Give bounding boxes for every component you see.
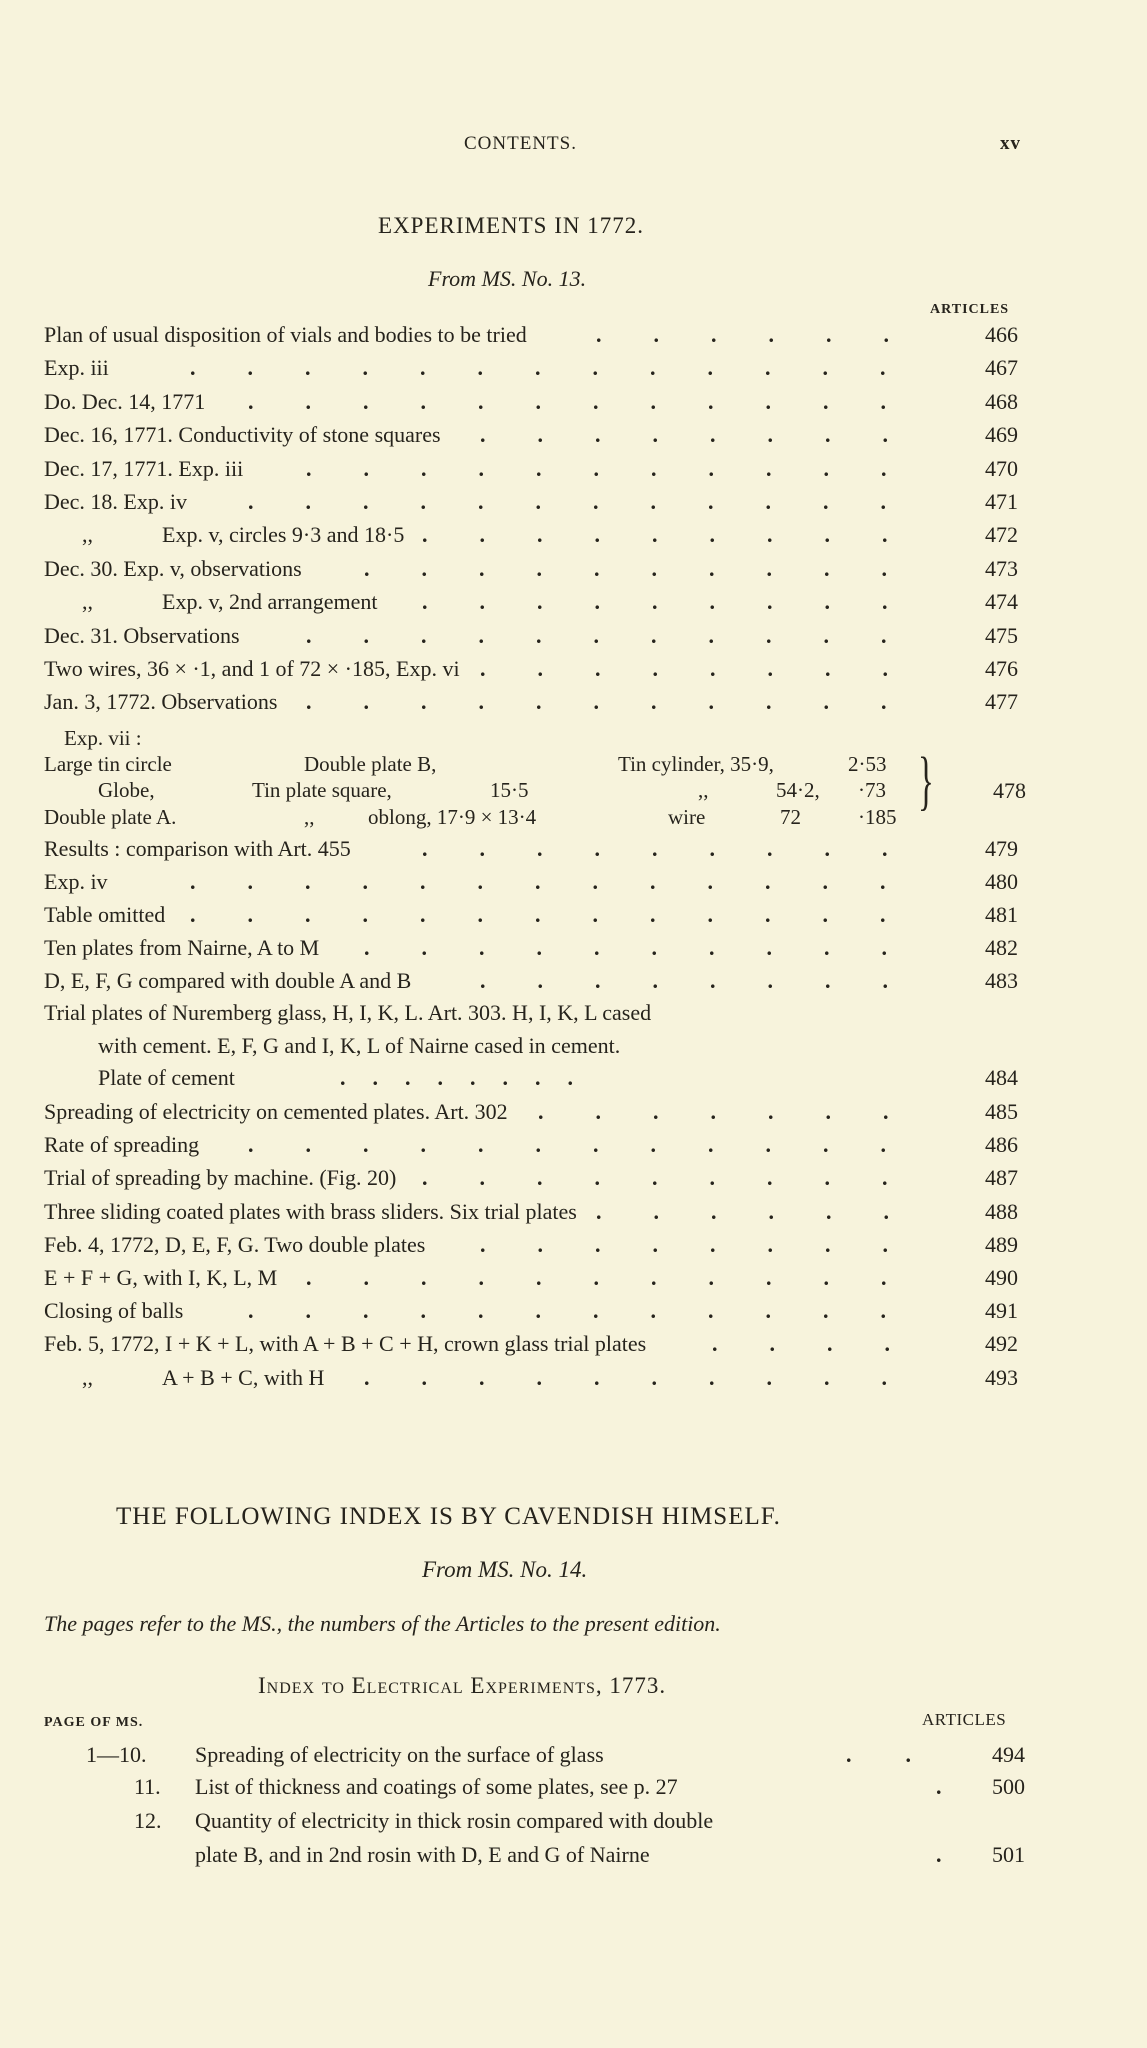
contents-entry-text: A + B + C, with H xyxy=(162,1364,325,1390)
contents-row xyxy=(0,623,1147,656)
index-entry-text: Spreading of electricity on the surface of glass xyxy=(195,1742,604,1767)
exp-vii-cell: 2·53 xyxy=(848,752,887,776)
article-number: 468 xyxy=(985,388,1018,414)
exp-vii-cell: ,, xyxy=(698,778,709,802)
exp-vii-cell: Tin plate square, xyxy=(252,778,392,802)
contents-row xyxy=(0,589,1147,622)
article-number: 500 xyxy=(992,1774,1025,1799)
contents-entry-text: Closing of balls xyxy=(44,1298,184,1324)
exp-vii-cell: oblong, 17·9 × 13·4 xyxy=(368,805,537,829)
exp-vii-cell: ,, xyxy=(304,805,315,829)
article-number: 470 xyxy=(985,455,1018,481)
leader-dots: .......... xyxy=(364,1364,939,1390)
leader-dots: .......... xyxy=(364,935,939,960)
contents-entry-text: Exp. v, 2nd arrangement xyxy=(162,589,378,615)
leader-dots: ........... xyxy=(306,455,939,481)
index-page-number: 11. xyxy=(134,1774,161,1799)
contents-row xyxy=(0,322,1147,355)
article-number: 475 xyxy=(985,622,1018,648)
section-title-index: THE FOLLOWING INDEX IS BY CAVENDISH HIMSELF. xyxy=(116,1503,781,1530)
contents-entry-text: Dec. 18. Exp. iv xyxy=(44,489,187,514)
leader-dots: ............. xyxy=(190,355,938,381)
exp-vii-cell: Globe, xyxy=(98,778,155,802)
contents-row xyxy=(0,1165,1147,1198)
contents-row xyxy=(0,869,1147,902)
contents-entry-text: Three sliding coated plates with brass sliders. Six trial plates xyxy=(44,1198,577,1224)
contents-entry-text: Two wires, 36 × ·1, and 1 of 72 × ·185, Exp. vi xyxy=(44,656,460,681)
article-number: 493 xyxy=(985,1364,1018,1390)
running-head-title: CONTENTS. xyxy=(464,133,577,154)
leader-dots: ............. xyxy=(190,902,938,927)
ditto-mark: ,, xyxy=(82,1364,93,1390)
leader-dots: ...... xyxy=(596,322,941,347)
article-number: 485 xyxy=(985,1099,1018,1124)
contents-row xyxy=(0,656,1147,689)
exp-vii-cell: 54·2, xyxy=(776,778,820,802)
article-number: 487 xyxy=(985,1165,1018,1191)
leader-dots: ............ xyxy=(248,489,938,514)
leader-dots: .... xyxy=(712,1331,942,1357)
article-number: 484 xyxy=(985,1065,1018,1090)
contents-entry-text: Exp. iv xyxy=(44,869,108,894)
leader-dots: ........... xyxy=(306,622,939,648)
contents-row xyxy=(0,389,1147,422)
exp-vii-cell: wire xyxy=(668,805,706,829)
leader-dots: . xyxy=(936,1842,942,1867)
article-number: 489 xyxy=(985,1231,1018,1257)
contents-entry-text: Dec. 16, 1771. Conductivity of stone squares xyxy=(44,422,441,448)
exp-vii-cell: 15·5 xyxy=(490,778,529,802)
leader-dots: ............ xyxy=(248,1132,938,1158)
ditto-mark: ,, xyxy=(82,522,93,548)
contents-entry-text: Trial of spreading by machine. (Fig. 20) xyxy=(44,1165,397,1191)
leader-dots: ....... xyxy=(538,1099,941,1124)
contents-entry-text: Rate of spreading xyxy=(44,1132,200,1158)
contents-row xyxy=(0,1132,1147,1165)
contents-row xyxy=(0,968,1147,1001)
leader-dots: ............. xyxy=(190,869,938,894)
contents-entry-text: Plan of usual disposition of vials and bodies to be tried xyxy=(44,322,527,347)
contents-entry-text: Do. Dec. 14, 1771 xyxy=(44,388,206,414)
leader-dots: .. xyxy=(846,1742,965,1767)
contents-row xyxy=(0,556,1147,589)
contents-row xyxy=(0,422,1147,455)
contents-row xyxy=(0,1265,1147,1298)
article-number: 469 xyxy=(985,422,1018,448)
contents-entry-text: Dec. 17, 1771. Exp. iii xyxy=(44,455,244,481)
contents-entry-text: Exp. iii xyxy=(44,355,109,381)
contents-entry-text: Exp. v, circles 9·3 and 18·5 xyxy=(162,522,405,548)
contents-row xyxy=(0,1199,1147,1232)
section-source-ms13: From MS. No. 13. xyxy=(428,266,587,291)
entry-text: Plate of cement xyxy=(98,1065,235,1090)
leader-dots: ............ xyxy=(248,1298,938,1324)
leader-dots: ......... xyxy=(422,1165,940,1191)
contents-entry-text: Table omitted xyxy=(44,902,166,927)
article-number: 494 xyxy=(992,1742,1025,1767)
index-page-number: 12. xyxy=(134,1808,162,1833)
index-entry-text: plate B, and in 2nd rosin with D, E and G of Nairne xyxy=(195,1842,650,1867)
contents-entry-text: Spreading of electricity on cemented plates. Art. 302 xyxy=(44,1099,508,1124)
index-entry-text: List of thickness and coatings of some plates, see p. 27 xyxy=(195,1774,678,1799)
contents-entry-text: Jan. 3, 1772. Observations xyxy=(44,689,278,715)
leader-dots: ........ xyxy=(480,968,940,993)
leader-dots: ........... xyxy=(306,689,939,715)
article-number: 467 xyxy=(985,355,1018,381)
contents-entry-text: Results : comparison with Art. 455 xyxy=(44,836,351,861)
article-number: 478 xyxy=(993,778,1026,803)
right-brace: } xyxy=(918,744,934,817)
contents-row xyxy=(0,1099,1147,1132)
article-number: 466 xyxy=(985,322,1018,347)
article-number: 492 xyxy=(985,1331,1018,1357)
article-number: 477 xyxy=(985,689,1018,715)
leader-dots: ........ xyxy=(480,656,940,681)
contents-row xyxy=(0,456,1147,489)
article-number: 481 xyxy=(985,902,1018,927)
leader-dots: . xyxy=(936,1774,942,1799)
exp-vii-cell: Double plate A. xyxy=(44,805,177,829)
contents-row xyxy=(0,902,1147,935)
leader-dots: ......... xyxy=(422,589,940,615)
leader-dots: ........... xyxy=(306,1265,939,1290)
contents-entry-text: Feb. 4, 1772, D, E, F, G. Two double plates xyxy=(44,1231,426,1257)
page-number: xv xyxy=(1000,133,1021,154)
leader-dots: ........ xyxy=(480,422,940,448)
contents-row xyxy=(0,1298,1147,1331)
leader-dots: ......... xyxy=(422,522,940,548)
exp-vii-cell: Double plate B, xyxy=(304,752,437,776)
leader-dots: ............ xyxy=(248,388,938,414)
contents-row xyxy=(0,1331,1147,1364)
article-number: 472 xyxy=(985,522,1018,548)
contents-entry-text: Dec. 31. Observations xyxy=(44,622,240,648)
article-number: 482 xyxy=(985,935,1018,960)
page-of-ms-header: PAGE OF MS. xyxy=(44,1715,144,1730)
contents-entry-text: Feb. 5, 1772, I + K + L, with A + B + C + H, crown glass trial plates xyxy=(44,1331,647,1357)
exp-vii-cell: ·73 xyxy=(858,778,886,802)
contents-row xyxy=(0,1232,1147,1265)
index-subtitle: Index to Electrical Experiments, 1773. xyxy=(258,1673,667,1698)
article-number: 486 xyxy=(985,1132,1018,1158)
contents-row xyxy=(0,355,1147,388)
articles-header: ARTICLES xyxy=(930,302,1010,317)
exp-vii-label: Exp. vii : xyxy=(64,726,142,750)
contents-row xyxy=(0,489,1147,522)
leader-dots: ........ xyxy=(480,1231,940,1257)
contents-entry-text: D, E, F, G compared with double A and B xyxy=(44,968,412,993)
index-page-number: 1—10. xyxy=(86,1742,147,1767)
article-number: 483 xyxy=(985,968,1018,993)
article-number: 501 xyxy=(992,1842,1025,1867)
section-title-1772: EXPERIMENTS IN 1772. xyxy=(378,213,644,238)
contents-row xyxy=(0,1365,1147,1398)
contents-entry-text: E + F + G, with I, K, L, M xyxy=(44,1265,278,1290)
article-number: 480 xyxy=(985,869,1018,894)
leader-dots: ...... xyxy=(596,1198,941,1224)
article-number: 479 xyxy=(985,836,1018,861)
leader-dots: .......... xyxy=(364,555,939,581)
entry-text-line: with cement. E, F, G and I, K, L of Nairne cased in cement. xyxy=(98,1033,621,1058)
entry-text-line: Trial plates of Nuremberg glass, H, I, K, L. Art. 303. H, I, K, L cased xyxy=(44,1000,652,1025)
exp-vii-cell: Large tin circle xyxy=(44,752,172,776)
leader-dots: ......... xyxy=(422,836,940,861)
entry-row xyxy=(0,1065,1147,1098)
article-number: 488 xyxy=(985,1198,1018,1224)
article-number: 490 xyxy=(985,1265,1018,1290)
contents-row xyxy=(0,689,1147,722)
exp-vii-cell: ·185 xyxy=(858,805,897,829)
article-number: 474 xyxy=(985,589,1018,615)
article-number: 476 xyxy=(985,656,1018,681)
articles-header: ARTICLES xyxy=(922,1710,1007,1729)
contents-row xyxy=(0,935,1147,968)
section-source-ms14: From MS. No. 14. xyxy=(422,1557,588,1582)
exp-vii-cell: Tin cylinder, 35·9, xyxy=(618,752,774,776)
index-entry-text: Quantity of electricity in thick rosin compared with double xyxy=(195,1808,714,1833)
article-number: 471 xyxy=(985,489,1018,514)
leader-dots: ........ xyxy=(340,1065,600,1090)
contents-row xyxy=(0,836,1147,869)
article-number: 473 xyxy=(985,555,1018,581)
exp-vii-cell: 72 xyxy=(780,805,801,829)
index-note: The pages refer to the MS., the numbers of the Articles to the present edition. xyxy=(44,1611,721,1636)
article-number: 491 xyxy=(985,1298,1018,1324)
ditto-mark: ,, xyxy=(82,589,93,615)
contents-row xyxy=(0,522,1147,555)
contents-entry-text: Ten plates from Nairne, A to M xyxy=(44,935,320,960)
contents-entry-text: Dec. 30. Exp. v, observations xyxy=(44,555,302,581)
